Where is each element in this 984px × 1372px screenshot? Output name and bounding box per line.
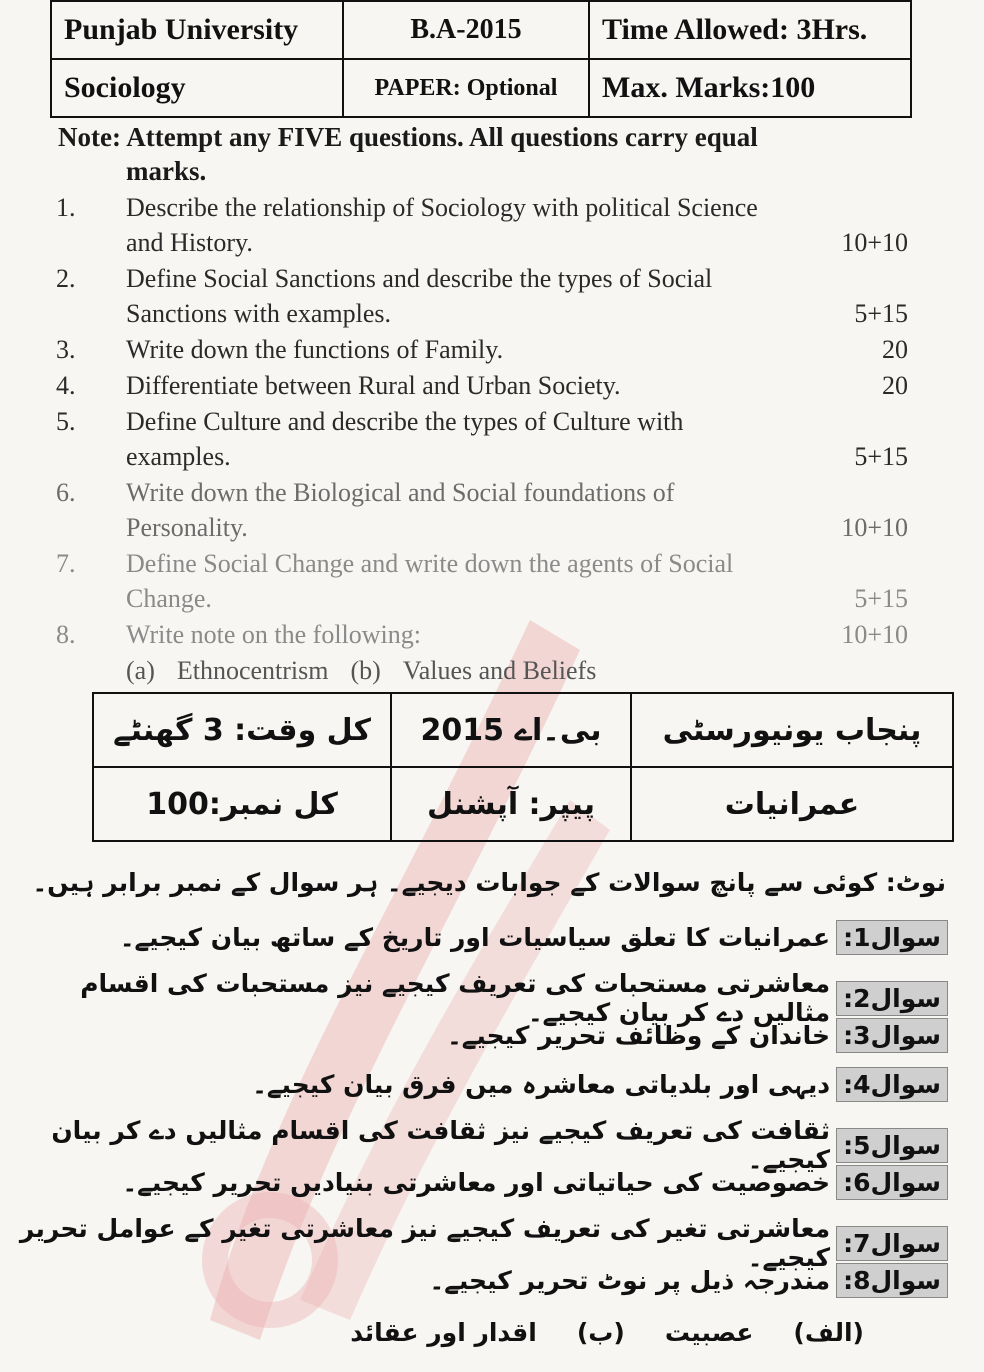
- question-marks: 10+10: [841, 228, 908, 257]
- question-4: 4. Differentiate between Rural and Urban Society. 20: [56, 368, 908, 403]
- urdu-question-1: سوال1: عمرانیات کا تعلق سیاسیات اور تاریخ کے ساتھ بیان کیجیے۔: [120, 920, 948, 955]
- urdu-question-6: سوال6: خصوصیت کی حیاتیاتی اور معاشرتی بنیادیں تحریر کیجیے۔: [123, 1165, 948, 1200]
- question-8: 8. Write note on the following: 10+10: [56, 617, 908, 652]
- question-marks: 5+15: [854, 299, 908, 328]
- header-marks: Max. Marks:100: [589, 59, 911, 117]
- urdu-header-exam: بی۔اے 2015: [391, 693, 631, 767]
- english-header-table: [50, 0, 912, 118]
- urdu-header-time: کل وقت: 3 گھنٹے: [93, 693, 391, 767]
- urdu-header-paper: پیپر: آپشنل: [391, 767, 631, 841]
- question-2: 2. Define Social Sanctions and describe the types of Social Sanctions with examples. 5+15: [56, 261, 908, 331]
- question-3: 3. Write down the functions of Family. 20: [56, 332, 908, 367]
- header-paper: PAPER: Optional: [343, 59, 589, 117]
- urdu-header-university: پنجاب یونیورسٹی: [631, 693, 953, 767]
- urdu-question-3: سوال3: خاندان کے وظائف تحریر کیجیے۔: [447, 1018, 948, 1053]
- urdu-note: نوٹ: کوئی سے پانچ سوالات کے جوابات دیجیے۔ ہر سوال کے نمبر برابر ہیں۔: [32, 868, 946, 897]
- question-1: 1. Describe the relationship of Sociology with political Science and History. 10+10: [56, 190, 908, 260]
- english-note: [58, 120, 906, 188]
- english-question-list: [56, 190, 908, 689]
- question-7: 7. Define Social Change and write down the agents of Social Change. 5+15: [56, 546, 908, 616]
- header-exam: B.A-2015: [343, 1, 589, 59]
- question-marks: 5+15: [854, 584, 908, 613]
- urdu-question-8: سوال8: مندرجہ ذیل پر نوٹ تحریر کیجیے۔: [430, 1263, 948, 1298]
- question-marks: 5+15: [854, 442, 908, 471]
- urdu-question-5: سوال5: ثقافت کی تعریف کیجیے نیز ثقافت کی اقسام مثالیں دے کر بیان کیجیے۔: [0, 1116, 948, 1174]
- urdu-header-table: [92, 692, 954, 842]
- question-6: 6. Write down the Biological and Social foundations of Personality. 10+10: [56, 475, 908, 545]
- question-marks: 10+10: [841, 620, 908, 649]
- urdu-question-2: سوال2: معاشرتی مستحبات کی تعریف کیجیے نیز مستحبات کی اقسام مثالیں دے کر بیان کیجیے۔: [0, 969, 948, 1027]
- header-subject: Sociology: [51, 59, 343, 117]
- question-5: 5. Define Culture and describe the types of Culture with examples. 5+15: [56, 404, 908, 474]
- header-time: Time Allowed: 3Hrs.: [589, 1, 911, 59]
- question-marks: 20: [882, 371, 908, 400]
- header-university: Punjab University: [51, 1, 343, 59]
- question-8-options: (a) Ethnocentrism (b) Values and Beliefs: [126, 656, 597, 685]
- urdu-header-subject: عمرانیات: [631, 767, 953, 841]
- urdu-question-4: سوال4: دیہی اور بلدیاتی معاشرہ میں فرق بیان کیجیے۔: [252, 1067, 948, 1102]
- question-marks: 20: [882, 335, 908, 364]
- urdu-question-7: سوال7: معاشرتی تغیر کی تعریف کیجیے نیز معاشرتی تغیر کے عوامل تحریر کیجیے۔: [0, 1214, 948, 1272]
- question-marks: 10+10: [841, 513, 908, 542]
- note-line2: marks.: [126, 156, 207, 186]
- urdu-question-8-options: (الف) عصبیت (ب) اقدار اور عقائد: [350, 1318, 864, 1347]
- note-line1: Note: Attempt any FIVE questions. All questions carry equal: [58, 122, 758, 152]
- urdu-header-marks: کل نمبر:100: [93, 767, 391, 841]
